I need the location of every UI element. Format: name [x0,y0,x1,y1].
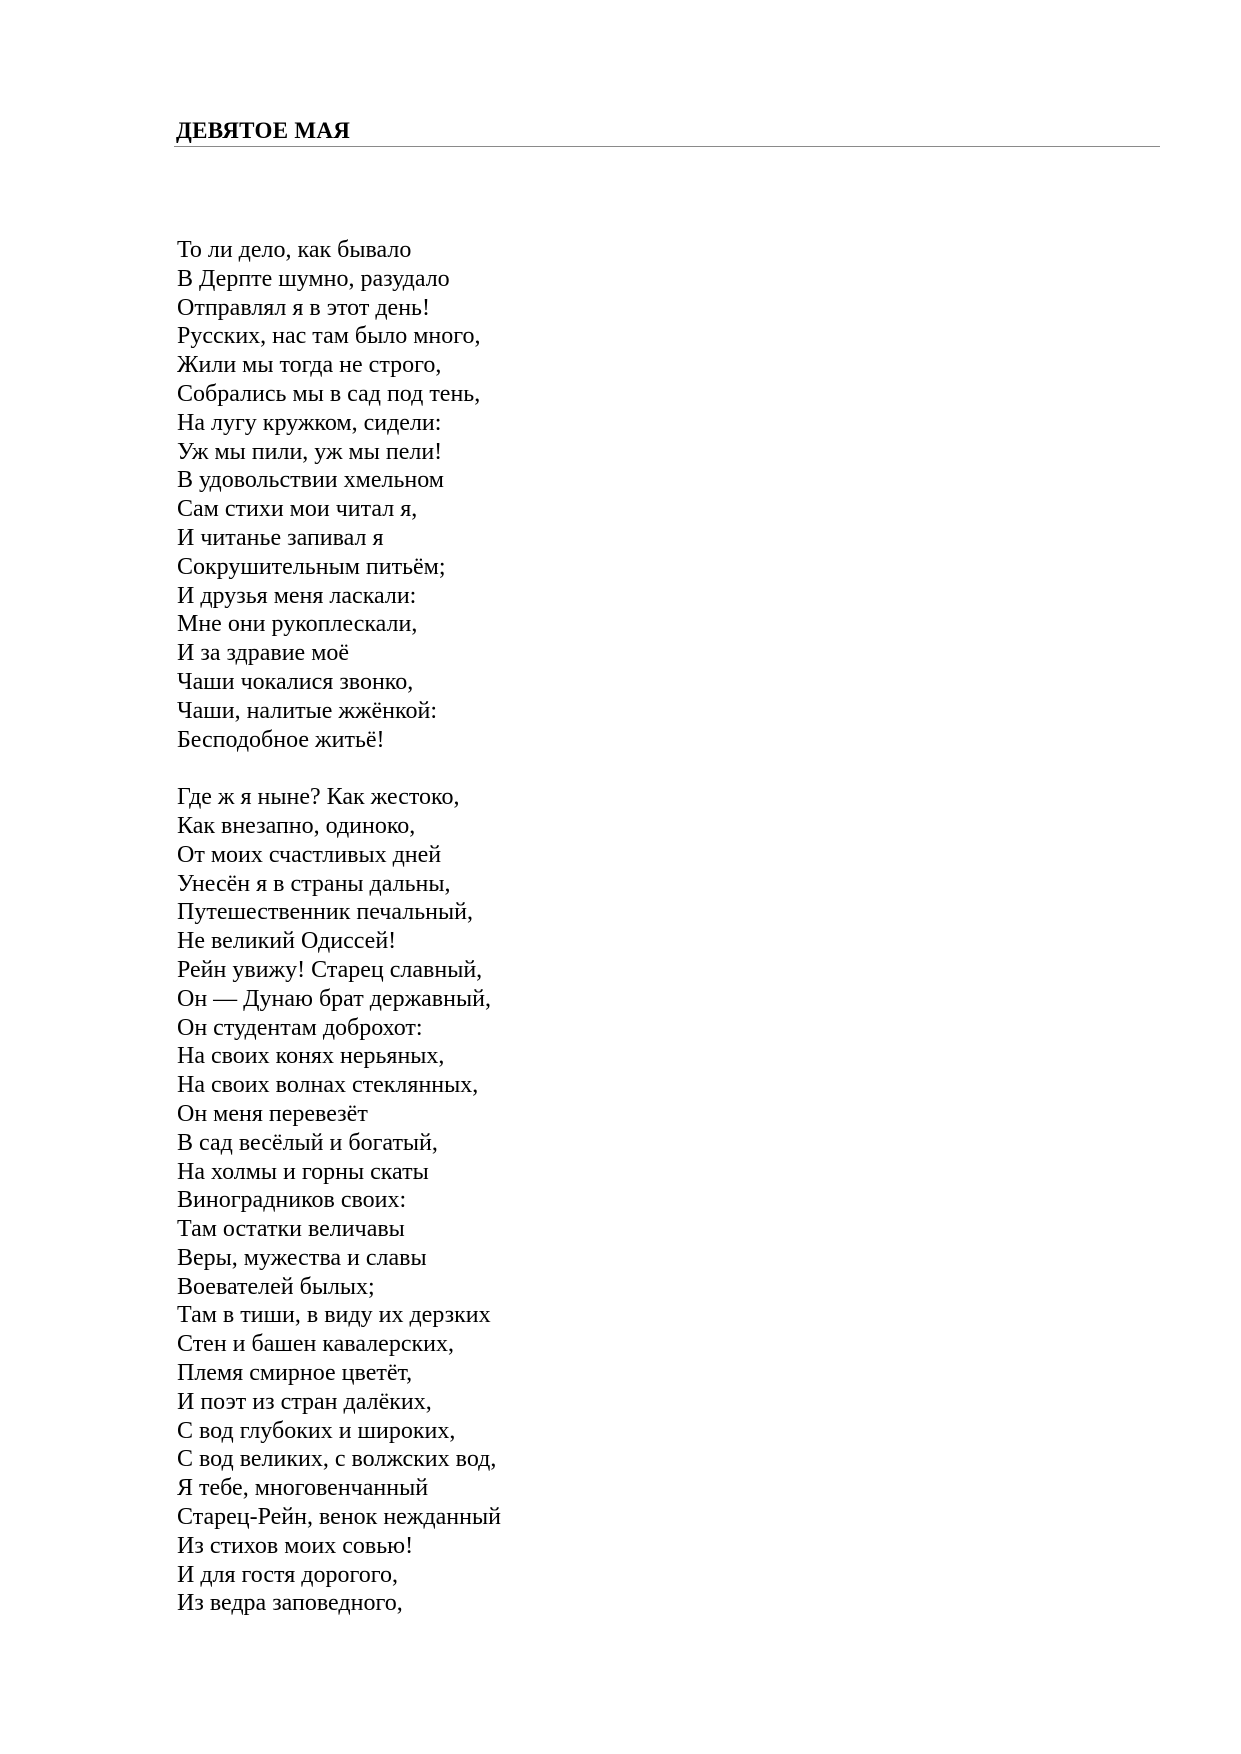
poem-line: Чаши, налитые жжёнкой: [177,697,437,724]
poem-line: Он — Дунаю брат державный, [177,985,491,1012]
poem-line: Племя смирное цветёт, [177,1360,413,1387]
poem-line: Не великий Одиссей! [177,928,397,955]
poem-line: Отправлял я в этот день! [177,294,430,321]
poem-line: Рейн увижу! Старец славный, [177,956,483,983]
poem-line: То ли дело, как бывало [177,237,412,263]
poem-line: Сам стихи мои читал я, [177,496,418,523]
poem-line: Я тебе, многовенчанный [177,1475,429,1502]
poem-line: Чаши чокалися звонко, [177,668,414,695]
poem-line: На своих конях нерьяных, [177,1043,445,1070]
poem-body [177,236,1077,1618]
poem-line: Из стихов моих совью! [177,1532,414,1559]
poem-line: На холмы и горны скаты [177,1158,429,1185]
title-underline-rule [174,146,1160,147]
poem-line: Он студентам доброхот: [177,1014,423,1041]
poem-line: Как внезапно, одиноко, [177,812,416,839]
poem-line: Веры, мужества и славы [177,1244,427,1271]
poem-line: Воевателей былых; [177,1273,375,1300]
poem-line: Унесён я в страны дальны, [177,870,451,897]
poem-line: С вод глубоких и широких, [177,1417,456,1444]
poem-line: Где ж я ныне? Как жестоко, [177,784,460,811]
poem-line: Мне они рукоплескали, [177,611,418,638]
poem-line: Уж мы пили, уж мы пели! [177,438,443,465]
poem-line: Жили мы тогда не строго, [177,352,442,379]
poem-line: В сад весёлый и богатый, [177,1129,438,1156]
poem-line: Старец-Рейн, венок нежданный [177,1504,501,1531]
poem-line: Русских, нас там было много, [177,323,481,350]
poem-line: И читанье запивал я [177,524,384,551]
poem-line: И друзья меня ласкали: [177,582,417,609]
poem-line: Стен и башен кавалерских, [177,1331,454,1358]
poem-line: На лугу кружком, сидели: [177,409,442,436]
poem-line: На своих волнах стеклянных, [177,1072,479,1099]
stanza-1 [177,236,1077,754]
poem-line: С вод великих, с волжских вод, [177,1446,497,1473]
poem-line: Там в тиши, в виду их дерзких [177,1302,491,1329]
poem-line: Бесподобное житьё! [177,726,385,753]
poem-line: В Дерпте шумно, разудало [177,265,450,292]
poem-line: Виноградников своих: [177,1187,407,1214]
poem-line: От моих счастливых дней [177,841,442,868]
poem-line: Из ведра заповедного, [177,1590,403,1617]
poem-line: И для гостя дорогого, [177,1561,398,1588]
poem-line: Путешественник печальный, [177,899,473,926]
poem-line: В удовольствии хмельном [177,467,444,494]
poem-line: И поэт из стран далёких, [177,1388,432,1415]
poem-line: Там остатки величавы [177,1216,405,1243]
stanza-2 [177,783,1077,1618]
poem-line: Собрались мы в сад под тень, [177,380,481,407]
poem-line: Сокрушительным питьём; [177,553,446,580]
poem-title: ДЕВЯТОЕ МАЯ [176,118,351,143]
poem-line: И за здравие моё [177,640,350,667]
poem-line: Он меня перевезёт [177,1100,368,1127]
